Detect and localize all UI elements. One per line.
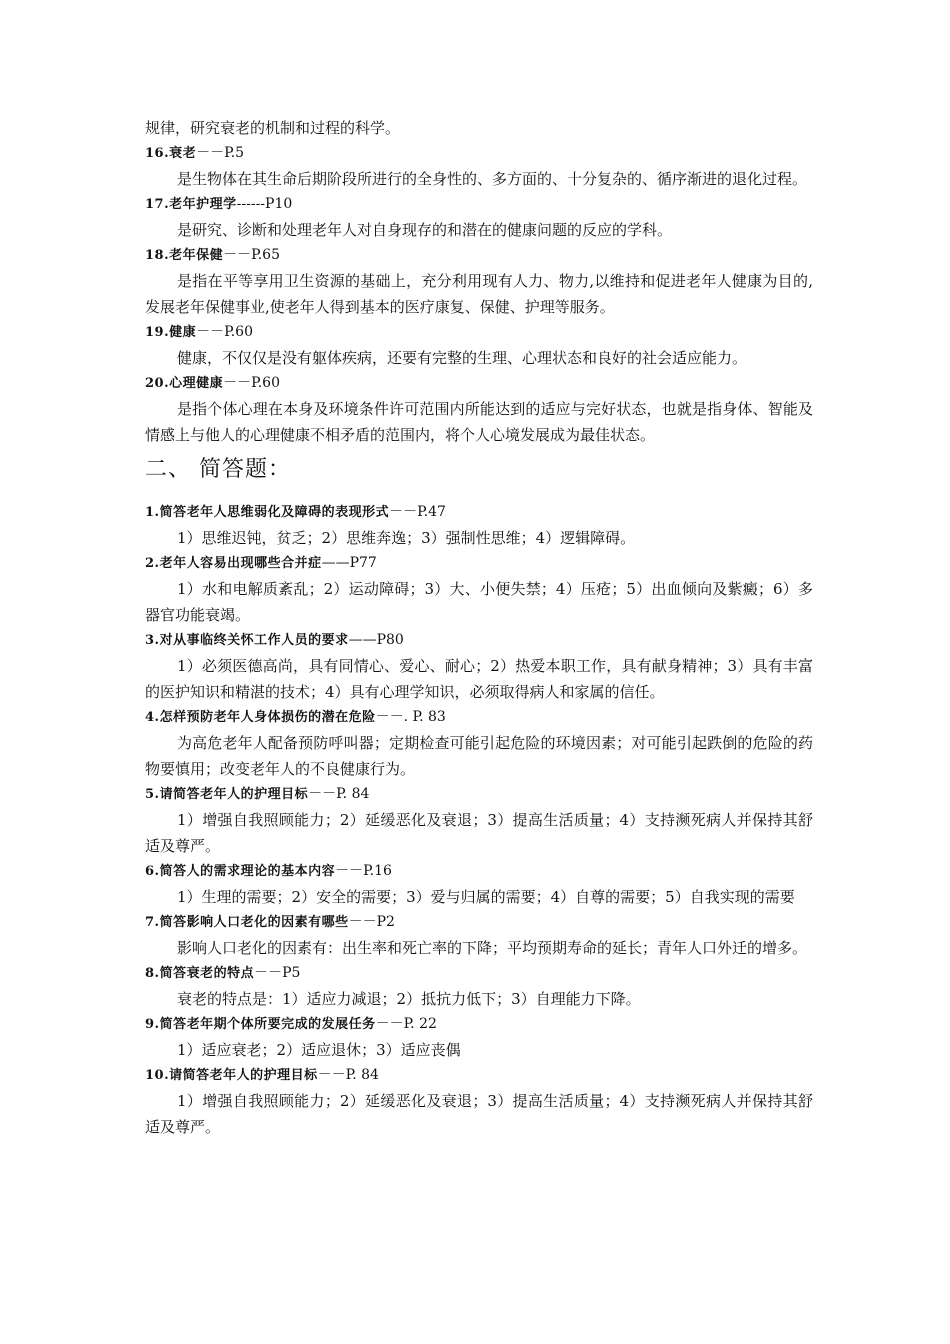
- question-title: 老年人容易出现哪些合并症: [159, 556, 322, 571]
- definition-answer: 是生物体在其生命后期阶段所进行的全身性的、多方面的、十分复杂的、循序渐进的退化过程。: [177, 170, 808, 188]
- section-title: 二、 简答题：: [145, 457, 291, 482]
- question-title: 怎样预防老年人身体损伤的潜在危险: [159, 710, 376, 725]
- question-heading: [145, 859, 813, 884]
- question-number: 9.: [145, 1017, 160, 1032]
- question-title: 简答人的需求理论的基本内容: [159, 864, 336, 879]
- question-heading: [145, 628, 813, 653]
- question-title: 简答影响人口老化的因素有哪些: [159, 915, 349, 930]
- page-reference: －－P.60: [223, 375, 280, 391]
- question-number: 4.: [145, 710, 160, 725]
- question-answer: 1）思维迟钝，贫乏；2）思维奔逸；3）强制性思维；4）逻辑障碍。: [177, 529, 636, 547]
- question-answer: 衰老的特点是：1）适应力减退；2）抵抗力低下；3）自理能力下降。: [177, 990, 641, 1008]
- definition-item: [145, 243, 813, 320]
- question-title: 对从事临终关怀工作人员的要求: [159, 633, 349, 648]
- definition-heading: [145, 192, 813, 217]
- question-answer: 1）适应衰老；2）适应退休；3）适应丧偶: [177, 1041, 461, 1059]
- question-item: [145, 1012, 813, 1063]
- definition-heading: [145, 141, 813, 166]
- question-title: 简答老年人思维弱化及障碍的表现形式: [159, 505, 390, 520]
- question-heading: [145, 910, 813, 935]
- page-reference: －－P.5: [196, 145, 245, 161]
- definition-term: 老年护理学: [169, 197, 237, 212]
- question-number: 3.: [145, 633, 160, 648]
- definition-number: 18.: [145, 248, 170, 263]
- definition-item: [145, 320, 813, 371]
- question-number: 2.: [145, 556, 160, 571]
- question-item: [145, 628, 813, 705]
- page-reference: －－. P. 83: [375, 709, 446, 725]
- definition-number: 17.: [145, 197, 170, 212]
- question-heading: [145, 782, 813, 807]
- definition-answer: 健康，不仅仅是没有躯体疾病，还要有完整的生理、心理状态和良好的社会适应能力。: [177, 349, 748, 367]
- definition-term: 健康: [169, 325, 197, 340]
- question-item: [145, 705, 813, 782]
- definition-answer: 是指个体心理在本身及环境条件许可范围内所能达到的适应与完好状态，也就是指身体、智能及情感上与他人的心理健康不相矛盾的范围内，将个人心境发展成为最佳状态。: [145, 400, 813, 444]
- question-number: 7.: [145, 915, 160, 930]
- question-title: 请简答老年人的护理目标: [159, 787, 309, 802]
- question-heading: [145, 551, 813, 576]
- question-answer: 1）增强自我照顾能力；2）延缓恶化及衰退；3）提高生活质量；4）支持濒死病人并保持其舒适及尊严。: [145, 811, 813, 855]
- question-answer: 1）增强自我照顾能力；2）延缓恶化及衰退；3）提高生活质量；4）支持濒死病人并保持其舒适及尊严。: [145, 1092, 813, 1136]
- page-reference: －－P2: [348, 914, 395, 930]
- question-item: [145, 859, 813, 910]
- question-item: [145, 910, 813, 961]
- question-item: [145, 1063, 813, 1140]
- question-item: [145, 551, 813, 628]
- definition-item: [145, 192, 813, 243]
- page-reference: ------P10: [236, 196, 293, 212]
- page-reference: －－P.47: [389, 504, 446, 520]
- question-number: 8.: [145, 966, 160, 981]
- page-reference: －－P.16: [335, 863, 392, 879]
- definition-heading: [145, 320, 813, 345]
- question-item: [145, 500, 813, 551]
- definition-heading: [145, 243, 813, 268]
- definition-answer: 是指在平等享用卫生资源的基础上，充分利用现有人力、物力,以维持和促进老年人健康为目的,发展老年保健事业,使老年人得到基本的医疗康复、保健、护理等服务。: [145, 272, 813, 316]
- definition-number: 19.: [145, 325, 170, 340]
- page-reference: ——P80: [348, 632, 404, 648]
- question-item: [145, 782, 813, 859]
- question-heading: [145, 1012, 813, 1037]
- document-page: [145, 116, 813, 1140]
- page-reference: －－P.60: [196, 324, 253, 340]
- question-answer: 为高危老年人配备预防呼叫器；定期检查可能引起危险的环境因素；对可能引起跌倒的危险的药物要慎用；改变老年人的不良健康行为。: [145, 734, 813, 778]
- question-heading: [145, 705, 813, 730]
- definition-heading: [145, 371, 813, 396]
- intro-continuation: 规律，研究衰老的机制和过程的科学。: [145, 119, 401, 137]
- page-reference: －－P. 22: [375, 1016, 437, 1032]
- page-reference: －－P5: [254, 965, 301, 981]
- question-heading: [145, 500, 813, 525]
- definition-item: [145, 141, 813, 192]
- question-number: 10.: [145, 1068, 170, 1083]
- question-item: [145, 961, 813, 1012]
- page-reference: －－P. 84: [317, 1067, 379, 1083]
- definition-term: 衰老: [169, 146, 197, 161]
- question-title: 简答衰老的特点: [159, 966, 255, 981]
- definition-number: 20.: [145, 376, 170, 391]
- question-heading: [145, 961, 813, 986]
- question-heading: [145, 1063, 813, 1088]
- question-number: 5.: [145, 787, 160, 802]
- question-number: 1.: [145, 505, 160, 520]
- question-number: 6.: [145, 864, 160, 879]
- definition-item: [145, 371, 813, 448]
- page-reference: ——P77: [321, 555, 377, 571]
- question-answer: 1）水和电解质紊乱；2）运动障碍；3）大、小便失禁；4）压疮；5）出血倾向及紫癜；6）多器官功能衰竭。: [145, 580, 813, 624]
- question-answer: 影响人口老化的因素有：出生率和死亡率的下降；平均预期寿命的延长；青年人口外迁的增多。: [177, 939, 808, 957]
- page-reference: －－P.65: [223, 247, 280, 263]
- question-answer: 1）必须医德高尚，具有同情心、爱心、耐心；2）热爱本职工作，具有献身精神；3）具有丰富的医护知识和精湛的技术；4）具有心理学知识，必须取得病人和家属的信任。: [145, 657, 813, 701]
- definition-answer: 是研究、诊断和处理老年人对自身现存的和潜在的健康问题的反应的学科。: [177, 221, 673, 239]
- question-answer: 1）生理的需要；2）安全的需要；3）爱与归属的需要；4）自尊的需要；5）自我实现的需要: [177, 888, 795, 906]
- question-title: 简答老年期个体所要完成的发展任务: [159, 1017, 376, 1032]
- question-title: 请简答老年人的护理目标: [169, 1068, 318, 1083]
- definition-term: 心理健康: [169, 376, 224, 391]
- definition-term: 老年保健: [169, 248, 224, 263]
- definition-number: 16.: [145, 146, 170, 161]
- page-reference: －－P. 84: [308, 786, 370, 802]
